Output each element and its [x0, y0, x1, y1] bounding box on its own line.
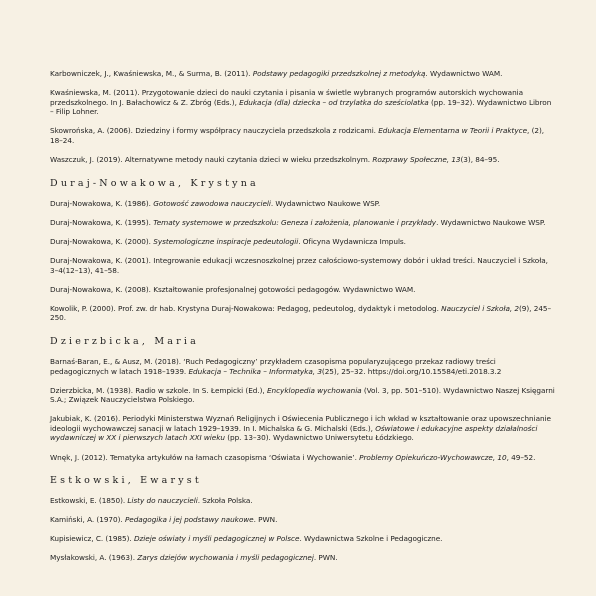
- reference-entry: [50, 126, 556, 145]
- reference-text: Waszczuk, J. (2019). Alternatywne metody nauki czytania dzieci w wieku przedszkolnym.: [50, 155, 373, 165]
- reference-entry: [50, 69, 556, 79]
- reference-text: Kamiński, A. (1970).: [50, 515, 125, 525]
- reference-text: (25), 25–32. https://doi.org/10.15584/eti.2018.3.2: [321, 366, 502, 376]
- reference-text: Duraj-Nowakowa, K. (2001). Integrowanie edukacji wczesnoszkolnej przez całościowo-systemowy dobór i układ treści. Nauczyciel i Szkoła, 3–4(12–13), 41–58.: [50, 255, 548, 275]
- reference-entry: [50, 199, 556, 209]
- reference-text: . Wydawnictwo Naukowe WSP.: [270, 198, 381, 208]
- reference-text: Estkowski, E. (1850).: [50, 496, 128, 506]
- reference-text: . PWN.: [313, 553, 338, 563]
- reference-title: Podstawy pedagogiki przedszkolnej z metodyką: [252, 69, 426, 78]
- reference-entry: [50, 534, 556, 544]
- bibliography-list: [50, 69, 556, 563]
- reference-text: Duraj-Nowakowa, K. (2008). Kształtowanie profesjonalnej gotowości pedagogów. Wydawnictwo WAM.: [50, 284, 416, 294]
- reference-text: . Szkoła Polska.: [197, 496, 253, 506]
- reference-title: Tematy systemowe w przedszkolu: Geneza i założenia, planowanie i przykłady: [153, 217, 437, 227]
- reference-entry: [50, 515, 556, 525]
- reference-text: Barnaś-Baran, E., & Ausz, M. (2018). ‘Ruch Pedagogiczny’ przykładem czasopisma popularyzującego przekaz radiowy treści pedagogicznych w latach 1918–1939.: [50, 356, 496, 376]
- reference-text: , (2), 18–24.: [50, 126, 545, 145]
- reference-entry: [50, 285, 556, 295]
- reference-entry: [50, 496, 556, 506]
- reference-entry: [50, 453, 556, 463]
- reference-text: Jakubiak, K. (2016). Periodyki Ministerstwa Wyznań Religijnych i Oświecenia Publicznego i ich wkład w kształtowanie oraz upowszechnianie ideologii wychowawczej sanacji w latach 1929–1939. In I. Michalska & G. Michalski (Eds.),: [50, 414, 551, 433]
- reference-title: Oświatowe i edukacyjne aspekty działalności wydawniczej w XX i pierwszych latach XXI wieku: [50, 423, 538, 443]
- reference-text: . Wydawnictwo Naukowe WSP.: [436, 217, 546, 227]
- reference-text: Kowolik, P. (2000). Prof. zw. dr hab. Krystyna Duraj-Nowakowa: Pedagog, pedeutolog, dydaktyk i metodolog.: [50, 303, 442, 313]
- reference-entry: [50, 414, 556, 443]
- reference-title: Edukacja – Technika – Informatyka, 3: [188, 366, 322, 376]
- reference-title: Zarys dziejów wychowania i myśli pedagogicznej: [137, 553, 314, 563]
- reference-title: Edukacja Elementarna w Teorii i Praktyce: [378, 126, 528, 136]
- reference-text: (pp. 19–32). Wydawnictwo Libron – Filip Lohner.: [50, 97, 552, 117]
- reference-text: Duraj-Nowakowa, K. (2000).: [50, 236, 154, 246]
- reference-text: . Wydawnictwo WAM.: [425, 69, 503, 78]
- reference-text: (Vol. 3, pp. 501–510). Wydawnictwo Naszej Księgarni S.A.; Związek Nauczycielstwa Polskiego.: [50, 385, 555, 405]
- reference-text: . Wydawnictwa Szkolne i Pedagogiczne.: [299, 534, 443, 544]
- reference-entry: [50, 256, 556, 275]
- reference-title: Listy do nauczycieli: [127, 496, 198, 506]
- reference-text: . PWN.: [253, 515, 278, 525]
- reference-text: . Oficyna Wydawnicza Impuls.: [298, 236, 406, 246]
- reference-title: Pedagogika i jej podstawy naukowe: [124, 515, 254, 525]
- reference-title: Problemy Opiekuńczo-Wychowawcze, 10: [359, 452, 507, 462]
- reference-entry: [50, 357, 556, 376]
- reference-title: Encyklopedia wychowania: [266, 385, 362, 395]
- reference-entry: [50, 304, 556, 323]
- reference-entry: [50, 237, 556, 247]
- reference-text: (3), 84–95.: [460, 155, 500, 165]
- reference-title: Systemologiczne inspiracje pedeutologii: [153, 236, 299, 246]
- reference-text: Kupisiewicz, C. (1985).: [50, 534, 134, 544]
- reference-text: (9), 245–250.: [50, 303, 552, 323]
- reference-text: Dzierzbicka, M. (1938). Radio w szkole. In S. Łempicki (Ed.),: [50, 385, 267, 395]
- reference-entry: [50, 88, 556, 117]
- reference-entry: [50, 553, 556, 563]
- section-heading: Duraj-Nowakowa, Krystyna: [50, 177, 259, 189]
- reference-title: Rozprawy Społeczne, 13: [372, 155, 461, 165]
- section-heading: Dzierzbicka, Maria: [50, 335, 199, 347]
- reference-text: (pp. 13–30). Wydawnictwo Uniwersytetu Łódzkiego.: [224, 433, 414, 443]
- reference-title: Edukacja (dla) dziecka – od trzylatka do sześciolatka: [239, 97, 429, 107]
- reference-title: Nauczyciel i Szkoła, 2: [441, 303, 519, 313]
- reference-text: , 49–52.: [506, 452, 536, 462]
- reference-text: Skowrońska, A. (2006). Dziedziny i formy współpracy nauczyciela przedszkola z rodzicami.: [50, 126, 379, 136]
- reference-text: Kwaśniewska, M. (2011). Przygotowanie dzieci do nauki czytania i pisania w świetle wybranych programów autorskich wychowania przedszkolnego. In J. Bałachowicz & Z. Zbróg (Eds.),: [50, 88, 524, 107]
- reference-title: Gotowość zawodowa nauczycieli: [153, 198, 271, 208]
- reference-text: Wnęk, J. (2012). Tematyka artykułów na łamach czasopisma ‘Oświata i Wychowanie’.: [50, 452, 360, 462]
- reference-entry: [50, 218, 556, 228]
- reference-text: Duraj-Nowakowa, K. (1995).: [50, 217, 154, 227]
- reference-title: Dzieje oświaty i myśli pedagogicznej w Polsce: [133, 534, 300, 544]
- section-heading: Estkowski, Ewaryst: [50, 475, 202, 487]
- reference-entry: [50, 386, 556, 405]
- reference-text: Mysłakowski, A. (1963).: [50, 553, 138, 563]
- reference-entry: [50, 155, 556, 165]
- reference-text: Karbowniczek, J., Kwaśniewska, M., & Surma, B. (2011).: [50, 69, 253, 78]
- reference-text: Duraj-Nowakowa, K. (1986).: [50, 198, 154, 208]
